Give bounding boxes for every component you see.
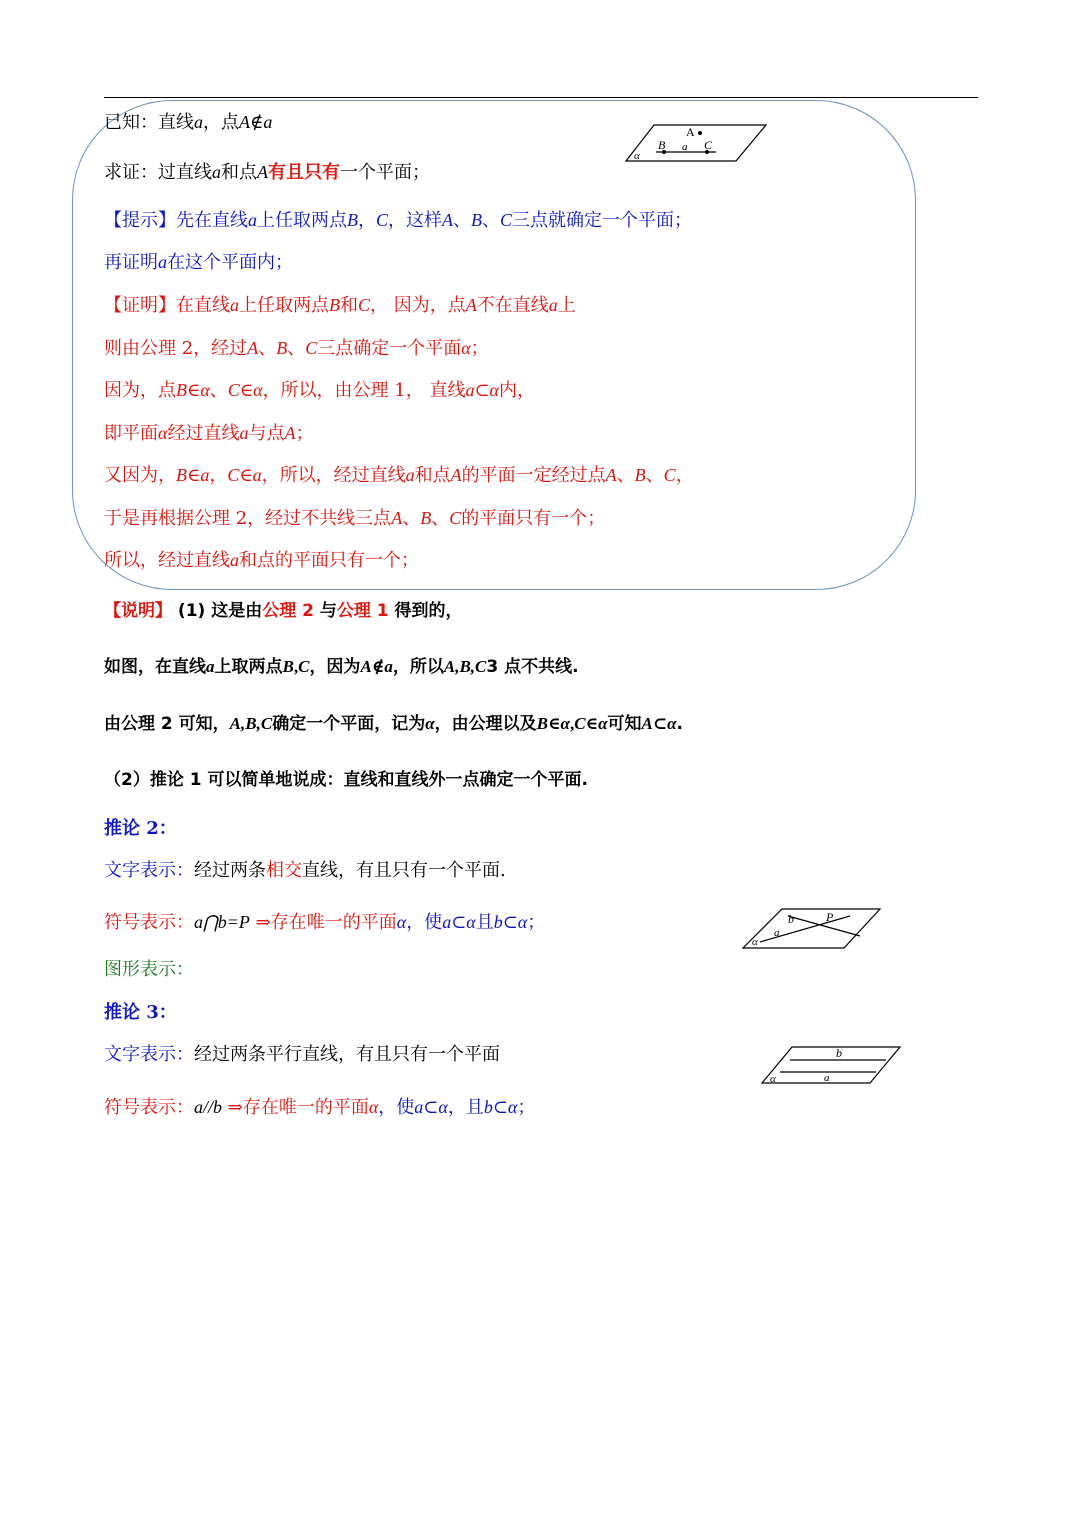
hint-line-2: 再证明a在这个平面内； bbox=[104, 252, 293, 273]
fig1-point-c: C bbox=[704, 138, 713, 152]
note-line-2: 如图，在直线a上取两点B,C，因为A∉a，所以A,B,C3 点不共线. bbox=[104, 657, 579, 677]
proof-line-7: 所以，经过直线a和点的平面只有一个； bbox=[104, 550, 419, 571]
corollary-3-symbol: 符号表示：a//b ⇒存在唯一的平面α，使a⊂α，且b⊂α； bbox=[104, 1097, 536, 1118]
given-line: 已知：直线a，点A∉a bbox=[104, 112, 273, 133]
proof-line-5: 又因为，B∈a，C∈a，所以，经过直线a和点A的平面一定经过点A、B、C， bbox=[104, 465, 694, 486]
figure-intersecting-lines bbox=[740, 906, 884, 952]
header-rule bbox=[104, 97, 978, 98]
note-line-4: （2）推论 1 可以简单地说成：直线和直线外一点确定一个平面. bbox=[104, 770, 588, 790]
corollary-2-text: 文字表示：经过两条相交直线，有且只有一个平面. bbox=[104, 860, 506, 881]
fig1-point-b: B bbox=[658, 138, 666, 152]
fig2-plane: α bbox=[752, 936, 758, 948]
corollary-3-title: 推论 3： bbox=[104, 1002, 177, 1023]
note-line-1: 【说明】 (1) 这是由公理 2 与公理 1 得到的， bbox=[104, 601, 463, 621]
note-line-3: 由公理 2 可知，A,B,C确定一个平面，记为α，由公理以及B∈α,C∈α可知A⊂α. bbox=[104, 714, 683, 734]
prove-line: 求证：过直线a和点A有且只有一个平面； bbox=[104, 162, 430, 183]
figure-parallel-lines bbox=[758, 1044, 904, 1086]
fig3-line-b: b bbox=[836, 1046, 842, 1060]
corollary-2-figure-label: 图形表示： bbox=[104, 959, 194, 980]
fig1-point-a: A bbox=[686, 125, 695, 139]
fig1-line-a: a bbox=[682, 141, 688, 153]
fig2-line-b: b bbox=[788, 912, 794, 926]
hint-line: 【提示】先在直线a上任取两点B，C，这样A、B、C三点就确定一个平面； bbox=[104, 210, 693, 231]
fig1-plane: α bbox=[634, 150, 640, 162]
corollary-2-symbol: 符号表示：a⋂b=P ⇒存在唯一的平面α，使a⊂α且b⊂α； bbox=[104, 912, 546, 933]
corollary-2-title: 推论 2： bbox=[104, 818, 177, 839]
figure-plane-line-point bbox=[624, 122, 770, 164]
corollary-3-text: 文字表示：经过两条平行直线，有且只有一个平面 bbox=[104, 1044, 500, 1065]
proof-line-1: 【证明】在直线a上任取两点B和C， 因为，点A不在直线a上 bbox=[104, 295, 576, 316]
proof-line-3: 因为，点B∈α、C∈α，所以，由公理 1， 直线a⊂α内， bbox=[104, 380, 535, 401]
fig2-point-p: P bbox=[826, 910, 834, 924]
fig3-plane: α bbox=[770, 1073, 776, 1085]
proof-line-2: 则由公理 2，经过A、B、C三点确定一个平面α； bbox=[104, 338, 489, 359]
proof-line-4: 即平面α经过直线a与点A； bbox=[104, 423, 314, 444]
fig3-line-a: a bbox=[824, 1072, 830, 1084]
fig2-line-a: a bbox=[774, 927, 780, 939]
proof-line-6: 于是再根据公理 2，经过不共线三点A、B、C的平面只有一个； bbox=[104, 508, 606, 529]
